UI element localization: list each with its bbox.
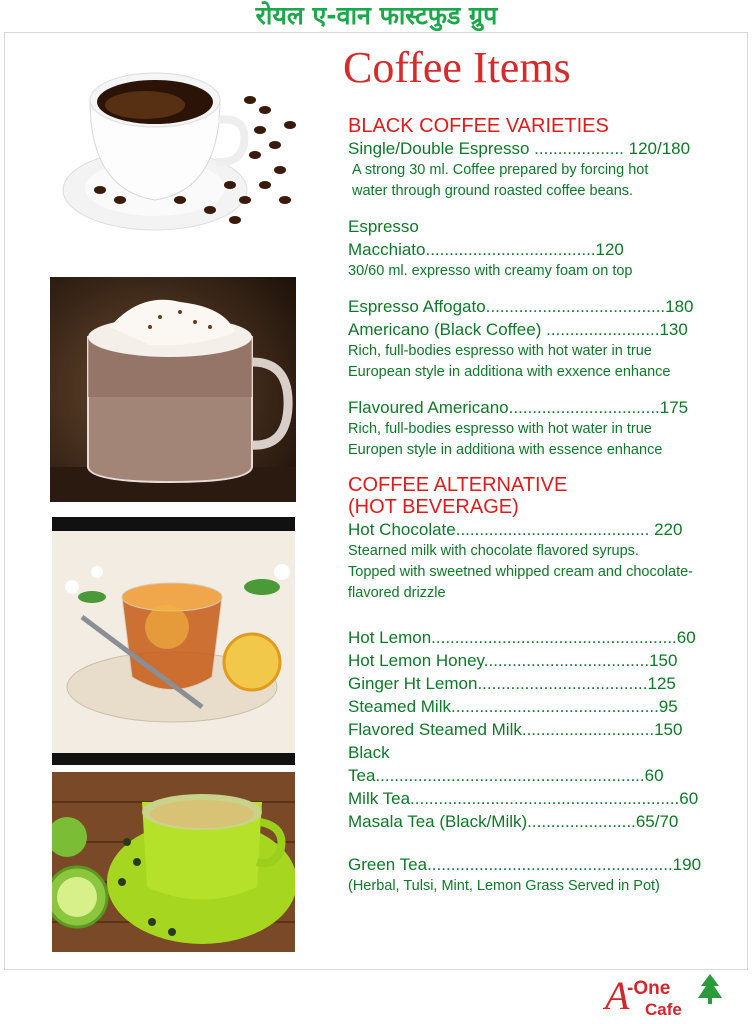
item-description: Rich, full-bodies espresso with hot water in true [348, 343, 652, 359]
menu-item-black-label: Black [348, 743, 390, 762]
item-description: A strong 30 ml. Coffee prepared by forcing hot [352, 162, 649, 178]
section-subheading: (HOT BEVERAGE) [348, 496, 519, 518]
page-title: Coffee Items [343, 43, 571, 92]
item-description: flavored drizzle [348, 585, 446, 601]
section-heading: COFFEE ALTERNATIVE [348, 474, 568, 496]
lemon-tea-image [52, 517, 295, 765]
item-description: (Herbal, Tulsi, Mint, Lemon Grass Served in Pot) [348, 878, 660, 894]
menu-item-steamed-milk: Steamed Milk............................................95 [348, 697, 678, 716]
menu-item-hot-chocolate: Hot Chocolate......................................... 220 [348, 520, 683, 539]
logo-one-text: -One [627, 978, 671, 999]
logo-letter-a: A [605, 973, 630, 1018]
item-description: 30/60 ml. expresso with creamy foam on top [348, 263, 633, 279]
section-heading: BLACK COFFEE VARIETIES [348, 115, 609, 137]
menu-item-espresso-label: Espresso [348, 217, 419, 236]
hot-chocolate-image [50, 277, 296, 502]
section-coffee-alternative [348, 474, 713, 897]
green-tea-image [52, 772, 295, 952]
group-name-header: रोयल ए-वान फास्टफुड ग्रुप [255, 1, 498, 30]
menu-item-affogato: Espresso Affogato......................................180 [348, 297, 694, 316]
menu-item-macchiato: Macchiato....................................120 [348, 240, 624, 259]
espresso-cup-image [60, 50, 300, 245]
menu-item-milk-tea: Milk Tea.........................................................60 [348, 789, 699, 808]
item-description: Stearned milk with chocolate flavored syrups. [348, 543, 639, 559]
item-description: water through ground roasted coffee beans. [352, 183, 634, 199]
tree-icon [697, 974, 723, 1004]
menu-item-americano: Americano (Black Coffee) ........................130 [348, 320, 688, 339]
menu-item-flavoured-americano: Flavoured Americano................................175 [348, 398, 689, 417]
menu-item-masala-tea: Masala Tea (Black/Milk).......................65/70 [348, 812, 679, 831]
a-one-cafe-logo [605, 974, 723, 1022]
menu-item-green-tea: Green Tea....................................................190 [348, 855, 702, 874]
item-description: Europen style in additiona with essence enhance [348, 442, 663, 458]
item-description: European style in additiona with exxence enhance [348, 364, 671, 380]
section-black-coffee [348, 115, 713, 461]
menu-item-flavored-steamed-milk: Flavored Steamed Milk............................150 [348, 720, 683, 739]
menu-item-espresso: Single/Double Espresso ................... 120/180 [348, 139, 691, 158]
menu-item-tea: Tea.........................................................60 [348, 766, 664, 785]
item-description: Rich, full-bodies espresso with hot water in true [348, 421, 652, 437]
menu-list [348, 115, 713, 897]
item-description: Topped with sweetned whipped cream and chocolate- [348, 564, 693, 580]
menu-item-hot-lemon: Hot Lemon....................................................60 [348, 628, 696, 647]
menu-item-hot-lemon-honey: Hot Lemon Honey...................................150 [348, 651, 678, 670]
menu-item-ginger-lemon: Ginger Ht Lemon....................................125 [348, 674, 676, 693]
logo-cafe-text: Cafe [645, 1000, 682, 1019]
